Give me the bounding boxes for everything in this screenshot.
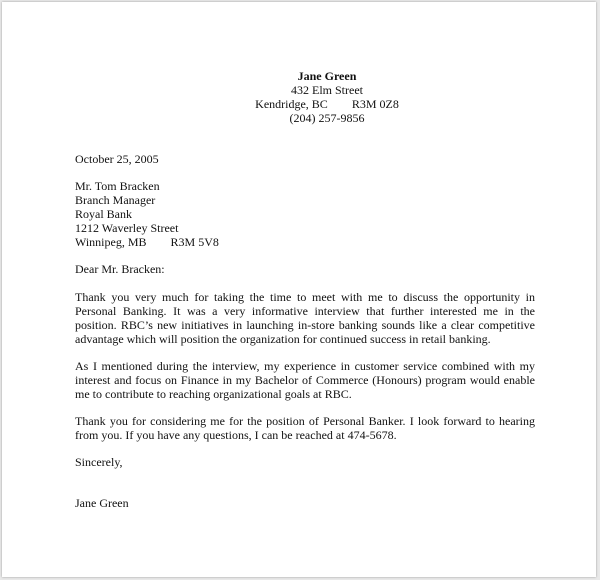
sender-city: Kendridge, BC (255, 97, 328, 111)
recipient-company: Royal Bank (75, 207, 132, 221)
recipient-name: Mr. Tom Bracken (75, 179, 160, 193)
sender-postal: R3M 0Z8 (351, 97, 399, 111)
paragraph-3-line-2: from you. If you have any questions, I can be reached at 474-5678. (75, 428, 397, 442)
recipient-title: Branch Manager (75, 193, 156, 207)
recipient-city: Winnipeg, MB (75, 235, 147, 249)
paragraph-2-line-3: me to contribute to reaching organizational goals at RBC. (75, 387, 352, 401)
salutation: Dear Mr. Bracken: (75, 262, 165, 276)
sender-phone: (204) 257-9856 (289, 111, 365, 125)
recipient-city-line (75, 235, 219, 249)
signature-name: Jane Green (75, 496, 129, 510)
letter-date: October 25, 2005 (75, 152, 159, 166)
closing: Sincerely, (75, 455, 123, 469)
paragraph-2-line-1: As I mentioned during the interview, my experience in customer service combined with my (75, 359, 535, 373)
recipient-street: 1212 Waverley Street (75, 221, 179, 235)
paragraph-1-line-3: position. RBC’s new initiatives in launching in-store banking sounds like a clear competitive (75, 318, 535, 332)
paragraph-2-line-2: interest and focus on Finance in my Bachelor of Commerce (Honours) program would enable (75, 373, 535, 387)
sender-name: Jane Green (297, 69, 357, 83)
paragraph-3-line-1: Thank you for considering me for the position of Personal Banker. I look forward to hearing (75, 414, 535, 428)
paragraph-1-line-1: Thank you very much for taking the time to meet with me to discuss the opportunity in (75, 290, 535, 304)
sender-street: 432 Elm Street (291, 83, 363, 97)
letter-page (2, 2, 596, 577)
recipient-postal: R3M 5V8 (170, 235, 219, 249)
paragraph-1-line-2: Personal Banking. It was a very informative interview that further interested me in the (75, 304, 535, 318)
paragraph-1-line-4: advantage which will position the organization for continued success in retail banking. (75, 332, 491, 346)
sender-city-line (2, 97, 600, 111)
